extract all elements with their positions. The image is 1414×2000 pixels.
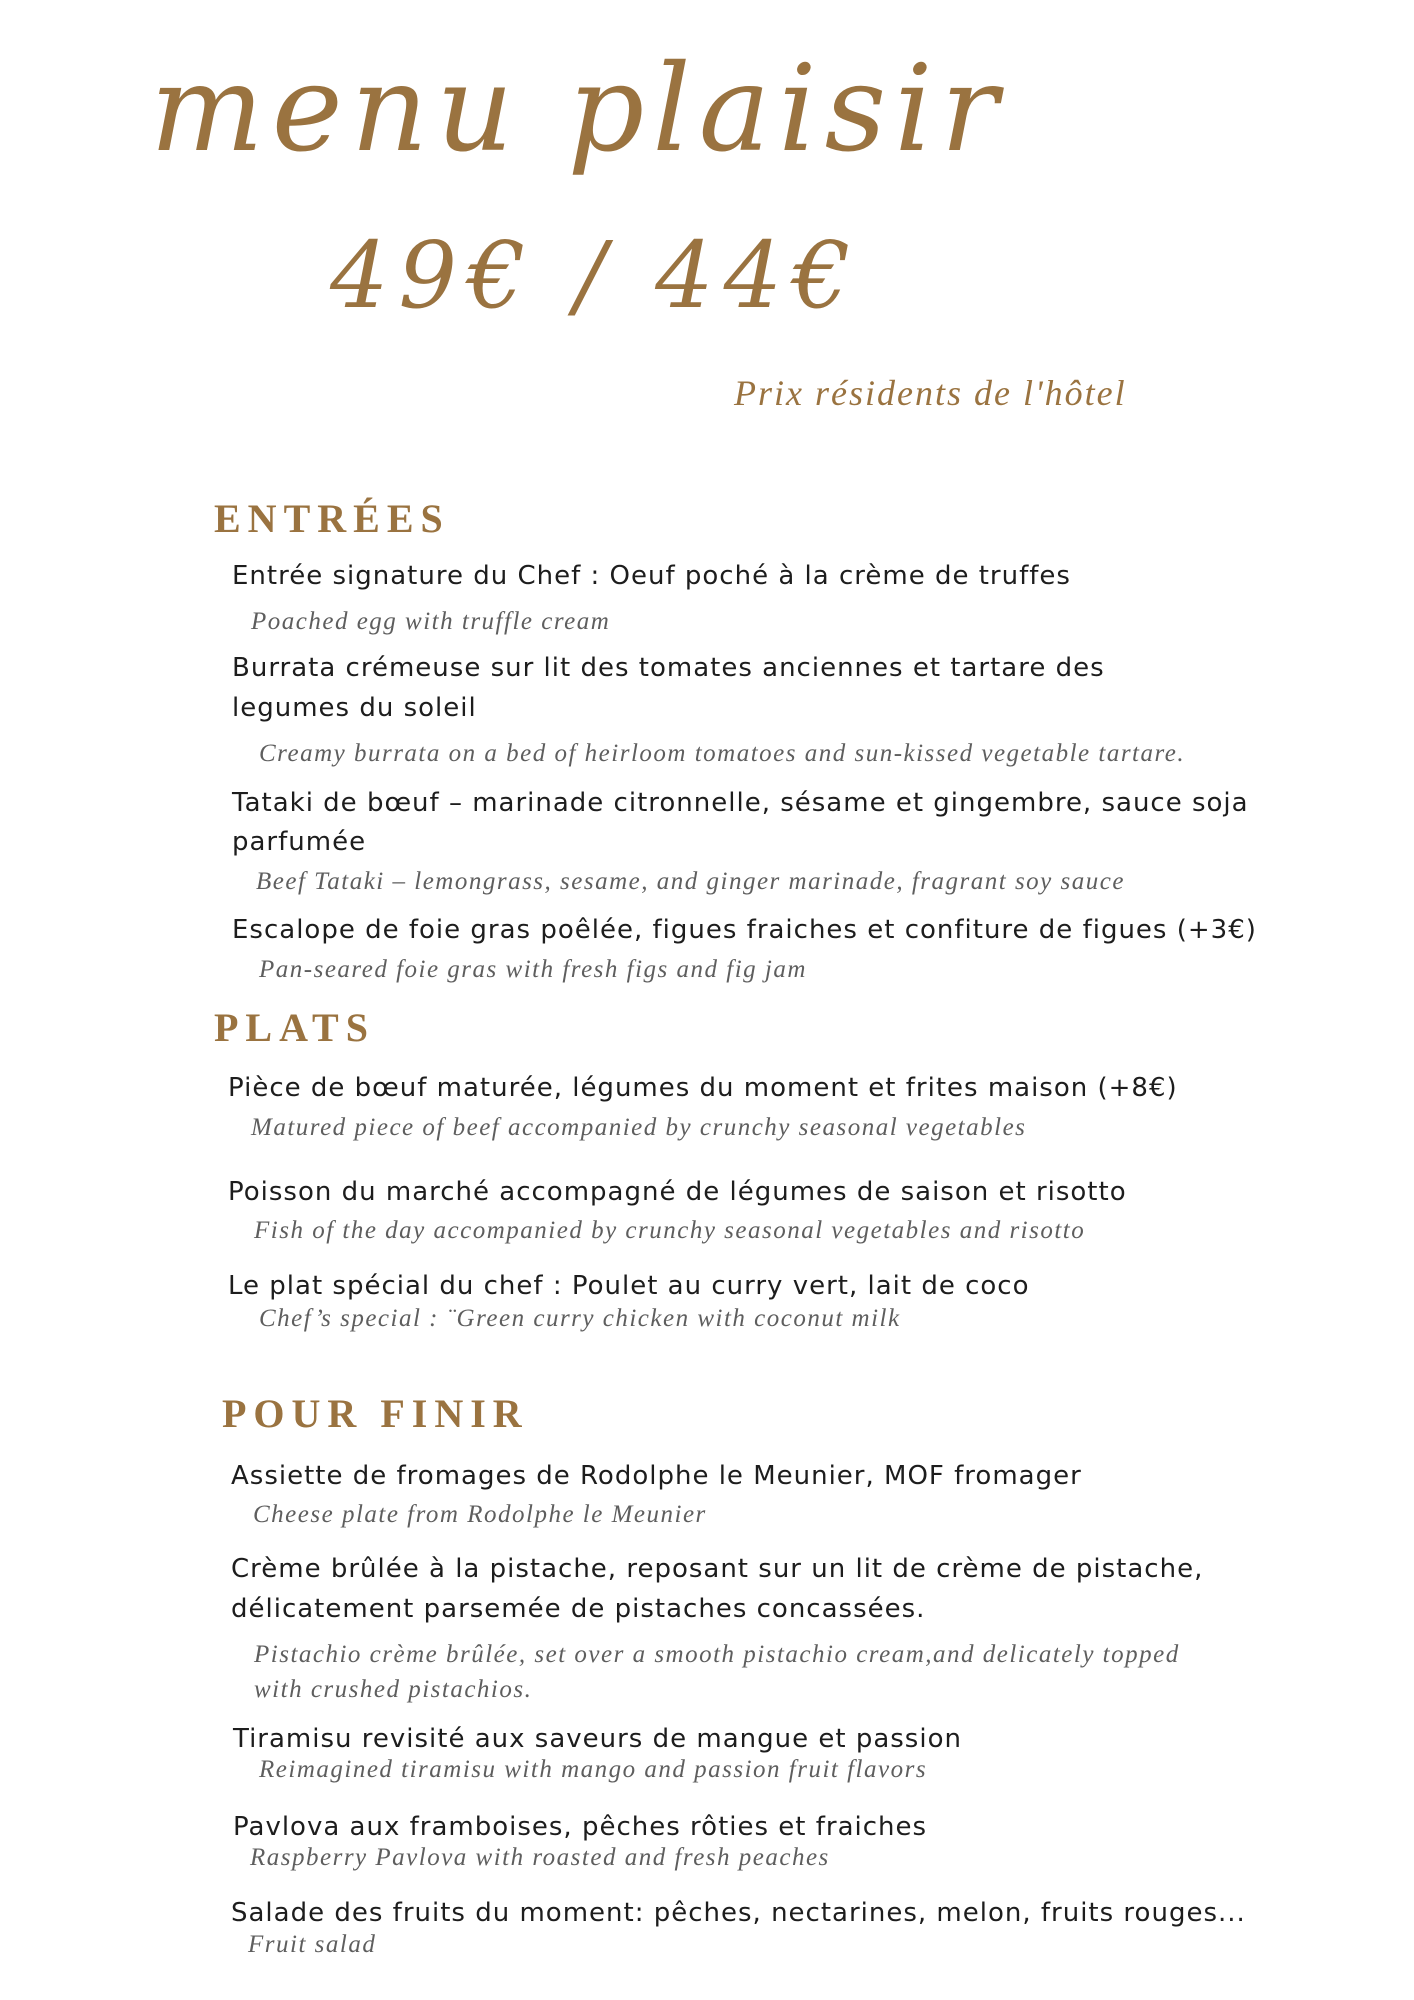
dish-translation: Fruit salad <box>248 1931 377 1958</box>
section-title-pour-finir: POUR FINIR <box>222 1391 529 1436</box>
dish-name: Crème brûlée à la pistache, reposant sur un lit de crème de pistache, <box>231 1554 1204 1584</box>
section-title-entrees: ENTRÉES <box>214 496 450 541</box>
dish-name: Salade des fruits du moment: pêches, nectarines, melon, fruits rouges... <box>231 1898 1246 1928</box>
dish-translation-continued: with crushed pistachios. <box>254 1676 533 1703</box>
dish-translation: Beef Tataki – lemongrass, sesame, and ginger marinade, fragrant soy sauce <box>256 868 1125 895</box>
dish-translation: Chef’s special : ¨Green curry chicken with coconut milk <box>259 1305 901 1332</box>
dish-name: Tiramisu revisité aux saveurs de mangue et passion <box>233 1724 962 1754</box>
resident-price-note: Prix résidents de l'hôtel <box>734 373 1127 413</box>
dish-translation: Matured piece of beef accompanied by crunchy seasonal vegetables <box>251 1114 1027 1141</box>
dish-name: Entrée signature du Chef : Oeuf poché à la crème de truffes <box>232 561 1071 591</box>
section-title-plats: PLATS <box>214 1005 375 1050</box>
dish-translation: Pan-seared foie gras with fresh figs and fig jam <box>259 956 807 983</box>
dish-name: Escalope de foie gras poêlée, figues fraiches et confiture de figues (+3€) <box>232 915 1257 945</box>
dish-name: Pièce de bœuf maturée, légumes du moment et frites maison (+8€) <box>228 1073 1178 1103</box>
dish-name: Le plat spécial du chef : Poulet au curry vert, lait de coco <box>228 1271 1030 1301</box>
dish-name: Burrata crémeuse sur lit des tomates anciennes et tartare des <box>232 653 1105 683</box>
dish-translation: Cheese plate from Rodolphe le Meunier <box>253 1501 707 1528</box>
dish-translation: Raspberry Pavlova with roasted and fresh peaches <box>250 1844 830 1871</box>
dish-name: Tataki de bœuf – marinade citronnelle, sésame et gingembre, sauce soja <box>232 788 1249 818</box>
dish-translation: Reimagined tiramisu with mango and passion fruit flavors <box>259 1756 928 1783</box>
dish-name-continued: legumes du soleil <box>232 693 477 723</box>
dish-name-continued: parfumée <box>232 827 367 857</box>
menu-title: menu plaisir <box>150 40 1006 179</box>
menu-prices: 49€ / 44€ <box>330 222 861 329</box>
dish-translation: Poached egg with truffle cream <box>251 608 611 635</box>
dish-name: Assiette de fromages de Rodolphe le Meunier, MOF fromager <box>231 1461 1082 1491</box>
dish-translation: Creamy burrata on a bed of heirloom tomatoes and sun-kissed vegetable tartare. <box>259 740 1186 767</box>
dish-translation: Pistachio crème brûlée, set over a smooth pistachio cream,and delicately topped <box>254 1641 1180 1668</box>
dish-name: Pavlova aux framboises, pêches rôties et fraiches <box>233 1812 928 1842</box>
dish-name: Poisson du marché accompagné de légumes de saison et risotto <box>228 1177 1127 1207</box>
dish-translation: Fish of the day accompanied by crunchy seasonal vegetables and risotto <box>254 1217 1086 1244</box>
dish-name-continued: délicatement parsemée de pistaches concassées. <box>231 1594 926 1624</box>
